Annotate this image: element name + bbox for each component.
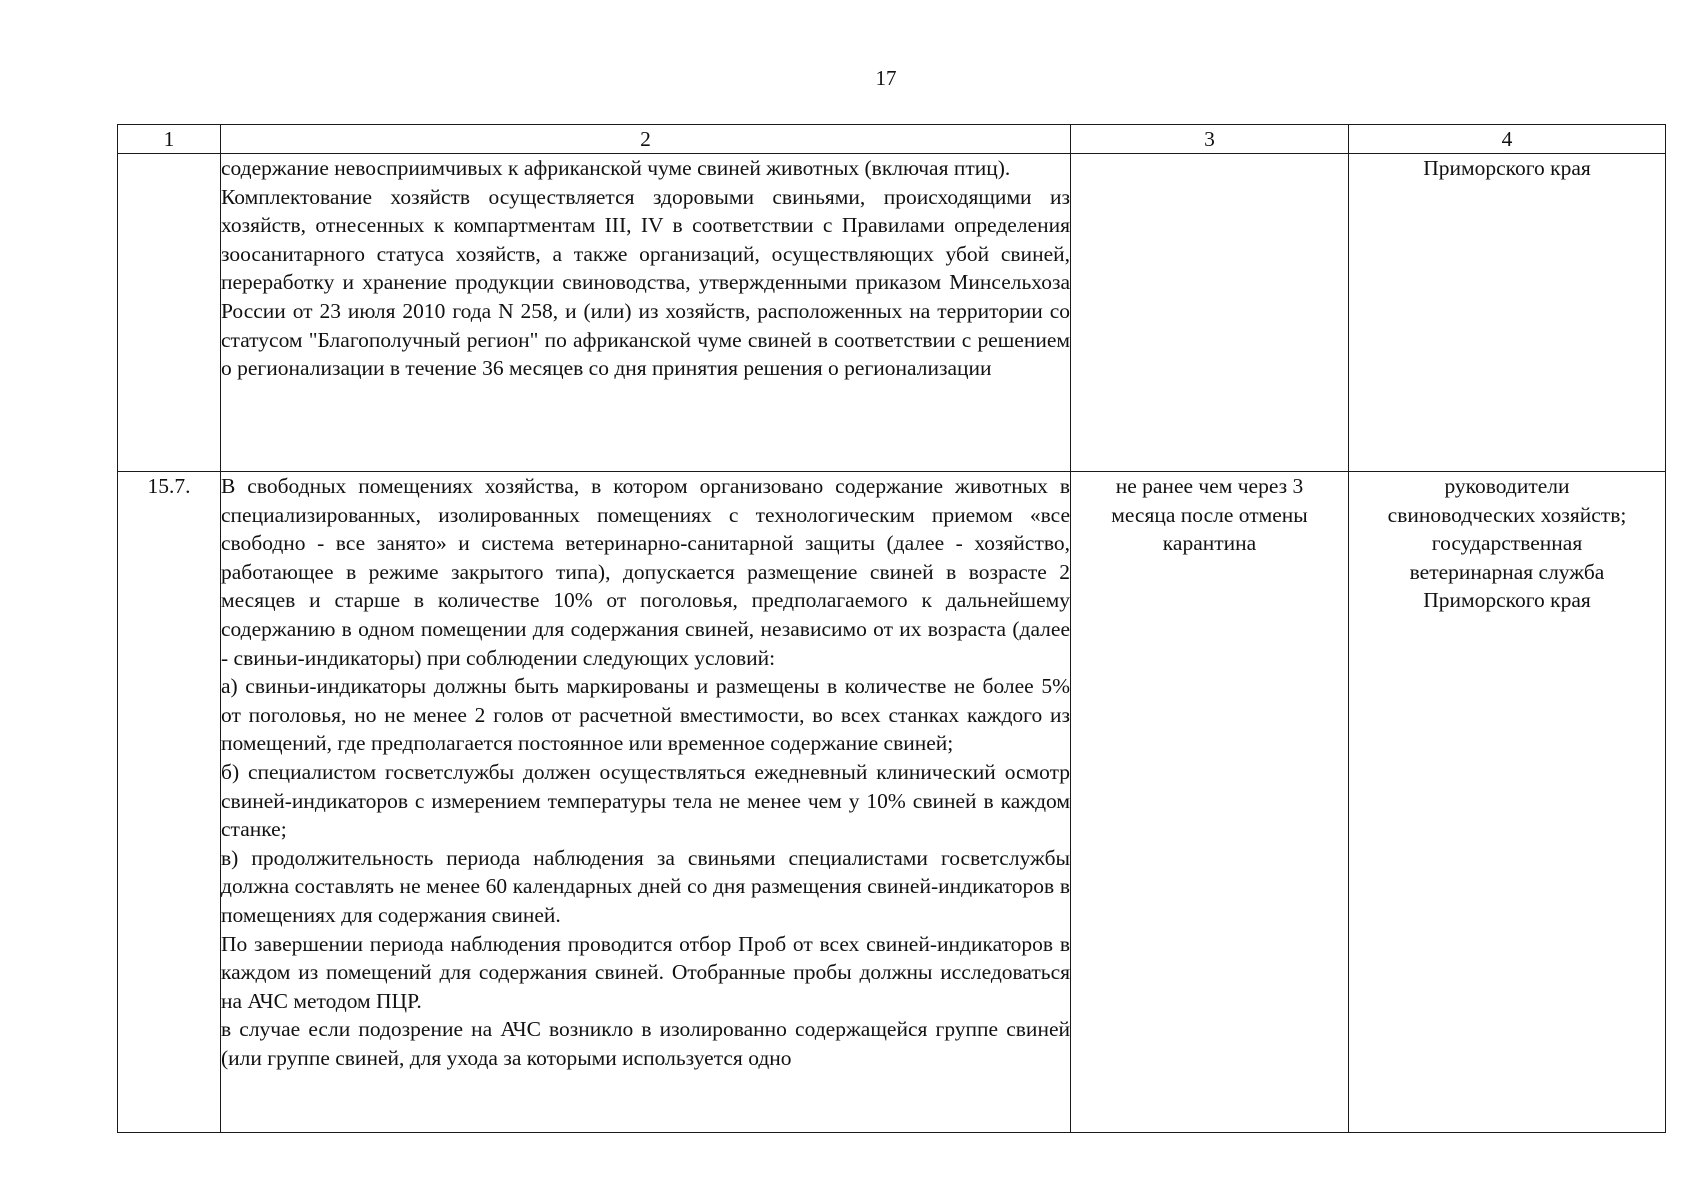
measure-paragraph: б) специалистом госветслужбы должен осуществляться ежедневный клинический осмотр свиней-индикаторов с измерением температуры тела не менее чем у 10% свиней в каждом станке; — [221, 759, 1070, 842]
responsible-text — [1349, 472, 1666, 1133]
measures-table — [117, 124, 1666, 1133]
row-number — [118, 154, 221, 472]
term-text — [1071, 154, 1349, 472]
column-header-3: 3 — [1071, 125, 1349, 154]
responsible-line: государственная — [1431, 531, 1583, 556]
measure-paragraph: а) свиньи-индикаторы должны быть маркированы и размещены в количестве не более 5% от поголовья, но не менее 2 голов от расчетной вместимости, во всех станках каждого из помещений, где предполагается постоянное или временное содержание свиней; — [221, 674, 1070, 756]
measure-paragraph: Комплектование хозяйств осуществляется здоровыми свиньями, происходящими из хозяйств, отнесенных к компартментам III, IV в соответствии с Правилами определения зоосанитарного статуса хозяйств, а также организаций, осуществляющих убой свиней, переработку и хранение продукции свиноводства, утвержденными приказом Минсельхоза России от 23 июля 2010 года N 258, и (или) из хозяйств, расположенных на территории со статусом "Благополучный регион" по африканской чуме свиней в соответствии с решением о регионализации в течение 36 месяцев со дня принятия решения о регионализации — [221, 184, 1070, 381]
measure-text — [221, 472, 1071, 1133]
measure-paragraph: в) продолжительность периода наблюдения за свиньями специалистами госветслужбы должна составлять не менее 60 календарных дней со дня размещения свиней-индикаторов в помещениях для содержания свиней. — [221, 845, 1070, 927]
measure-paragraph: В свободных помещениях хозяйства, в котором организовано содержание животных в специализированных, изолированных помещениях с технологическим приемом «все свободно - все занято» и система ветеринарно-санитарной защиты (далее - хозяйство, работающее в режиме закрытого типа), допускается размещение свиней в возрасте 2 месяцев и старше в количестве 10% от поголовья, предполагаемого к дальнейшему содержанию в одном помещении для содержания свиней, независимо от их возраста (далее - свиньи-индикаторы) при соблюдении следующих условий: — [221, 474, 1070, 670]
responsible-line: Приморского края — [1423, 588, 1591, 613]
responsible-text — [1349, 154, 1666, 472]
term-line: месяца после отмены — [1111, 502, 1308, 527]
page-number: 17 — [875, 66, 897, 90]
measure-text — [221, 154, 1071, 472]
measure-paragraph: содержание невосприимчивых к африканской чуме свиней животных (включая птиц). — [221, 156, 1011, 180]
measure-paragraph: в случае если подозрение на АЧС возникло в изолированно содержащейся группе свиней (или группе свиней, для ухода за которыми используется одно — [221, 1017, 1070, 1070]
column-header-4: 4 — [1349, 125, 1666, 154]
row-number: 15.7. — [118, 472, 221, 1133]
column-header-2: 2 — [221, 125, 1071, 154]
responsible-line: свиноводческих хозяйств; — [1387, 502, 1627, 527]
table-row — [118, 154, 1666, 472]
responsible-line: Приморского края — [1423, 156, 1591, 180]
table-row — [118, 472, 1666, 1133]
column-header-1: 1 — [118, 125, 221, 154]
table-header-row — [118, 125, 1666, 154]
term-text — [1071, 472, 1349, 1133]
term-line: не ранее чем через 3 — [1115, 474, 1304, 498]
responsible-line: руководители — [1444, 474, 1570, 498]
term-line: карантина — [1162, 531, 1257, 556]
responsible-line: ветеринарная служба — [1409, 559, 1605, 584]
measure-paragraph: По завершении периода наблюдения проводится отбор Проб от всех свиней-индикаторов в каждом из помещений для содержания свиней. Отобранные пробы должны исследоваться на АЧС методом ПЦР. — [221, 931, 1070, 1013]
